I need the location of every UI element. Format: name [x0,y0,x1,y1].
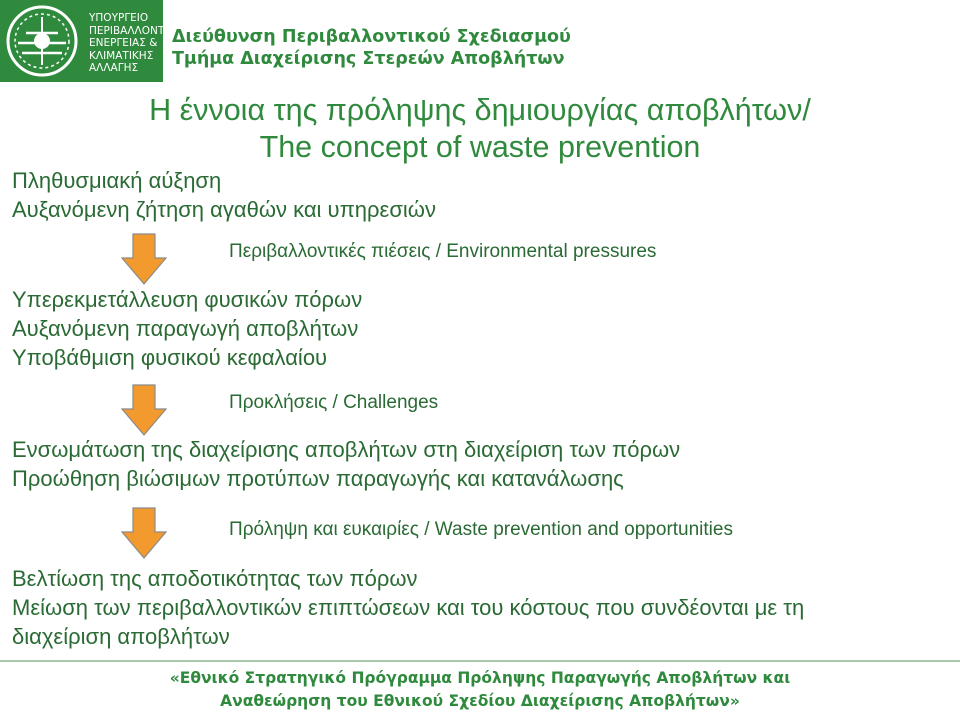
down-arrow-icon [121,233,167,285]
transition-label-pressures: Περιβαλλοντικές πιέσεις / Environmental pressures [229,241,657,262]
section-line: Πληθυσμιακή αύξηση [12,168,222,193]
slide-title-english: The concept of waste prevention [259,130,701,164]
section-line: Υποβάθμιση φυσικού κεφαλαίου [12,345,328,370]
ministry-seal-icon [4,3,80,79]
section-line: Μείωση των περιβαλλοντικών επιπτώσεων και του κόστους που συνδέονται με τη [12,595,805,620]
section-line: Προώθηση βιώσιμων προτύπων παραγωγής και κατανάλωσης [12,466,624,491]
footer-program-title [0,667,960,713]
section-line: Βελτίωση της αποδοτικότητας των πόρων [12,566,418,591]
section-line: Αυξανόμενη παραγωγή αποβλήτων [12,316,359,341]
section-drivers [12,166,436,224]
ministry-name-line: ΥΠΟΥΡΓΕΙΟ [89,12,149,24]
footer-line: «Εθνικό Στρατηγικό Πρόγραμμα Πρόληψης Παραγωγής Αποβλήτων και [169,669,791,687]
department-heading [172,26,571,70]
down-arrow-icon [121,507,167,559]
slide-title-greek: Η έννοια της πρόληψης δημιουργίας αποβλήτων/ [149,93,811,127]
section-line: διαχείριση αποβλήτων [12,624,230,649]
down-arrow-icon [121,384,167,436]
ministry-name-line: ΑΛΛΑΓΗΣ [89,62,139,74]
slide-title [100,92,860,166]
ministry-name-line: ΕΝΕΡΓΕΙΑΣ & [89,37,158,49]
ministry-logo [0,0,180,82]
footer-line: Αναθεώρηση του Εθνικού Σχεδίου Διαχείρισης Αποβλήτων» [220,692,740,710]
department-name: Διεύθυνση Περιβαλλοντικού Σχεδιασμού [172,27,571,47]
ministry-name-line: ΠΕΡΙΒΑΛΛΟΝΤΟΣ [89,24,180,37]
transition-label-challenges: Προκλήσεις / Challenges [229,392,439,413]
transition-label-opportunities: Πρόληψη και ευκαιρίες / Waste prevention and opportunities [229,519,733,540]
section-line: Υπερεκμετάλλευση φυσικών πόρων [12,287,363,312]
section-line: Ενσωμάτωση της διαχείρισης αποβλήτων στη διαχείριση των πόρων [12,437,681,462]
ministry-name [89,12,179,75]
section-pressures [12,285,362,372]
ministry-name-line: ΚΛΙΜΑΤΙΚΗΣ [89,49,154,62]
section-line: Αυξανόμενη ζήτηση αγαθών και υπηρεσιών [12,197,436,222]
section-opportunities [12,564,804,651]
section-challenges [12,435,680,493]
section-name: Τμήμα Διαχείρισης Στερεών Αποβλήτων [172,49,565,69]
footer-divider [0,660,960,662]
